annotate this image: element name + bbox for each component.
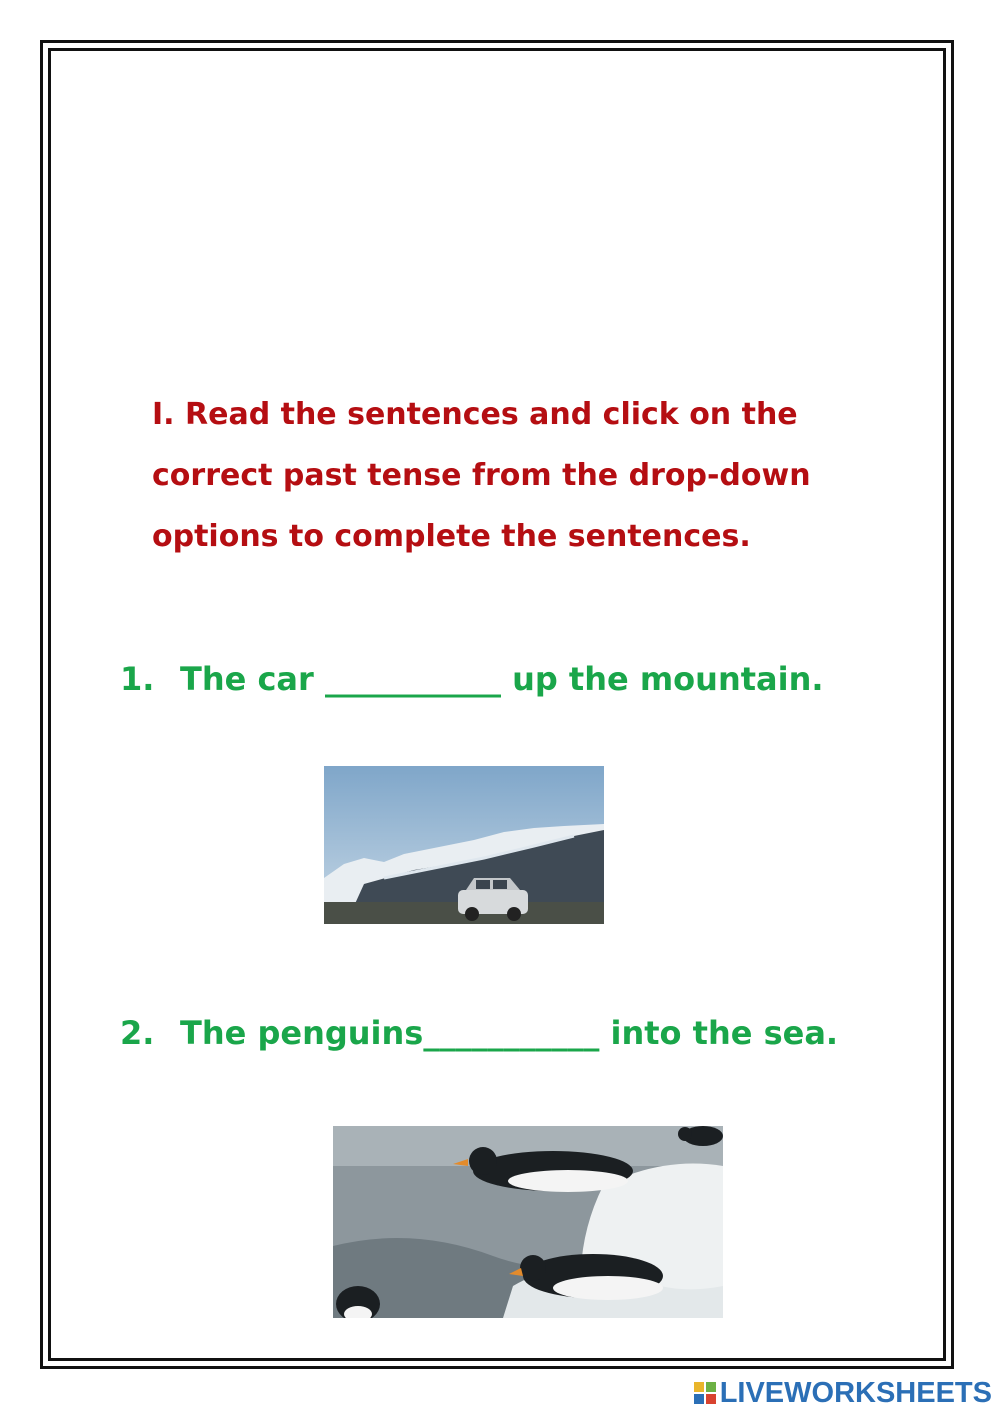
question-text-before: The penguins (180, 1014, 424, 1052)
instruction-line-1: I. Read the sentences and click on the (152, 397, 798, 432)
instruction-text (152, 384, 912, 567)
question-number: 2. (120, 1014, 155, 1052)
question-text-before: The car (180, 660, 314, 698)
logo-text: LIVEWORKSHEETS (719, 1376, 992, 1409)
question-2 (120, 1014, 838, 1052)
answer-blank-2[interactable]: ___________ (423, 1014, 600, 1052)
question-number: 1. (120, 660, 155, 698)
answer-blank-1[interactable]: ___________ (324, 660, 501, 698)
instruction-line-3: options to complete the sentences. (152, 519, 751, 554)
question-text-after: up the mountain. (512, 660, 824, 698)
penguins-sea-image (333, 1126, 723, 1318)
car-mountain-image (324, 766, 604, 924)
instruction-line-2: correct past tense from the drop-down (152, 458, 811, 493)
liveworksheets-logo (694, 1376, 992, 1410)
question-text-after: into the sea. (610, 1014, 839, 1052)
logo-grid-icon (694, 1382, 716, 1404)
question-1 (120, 660, 824, 698)
